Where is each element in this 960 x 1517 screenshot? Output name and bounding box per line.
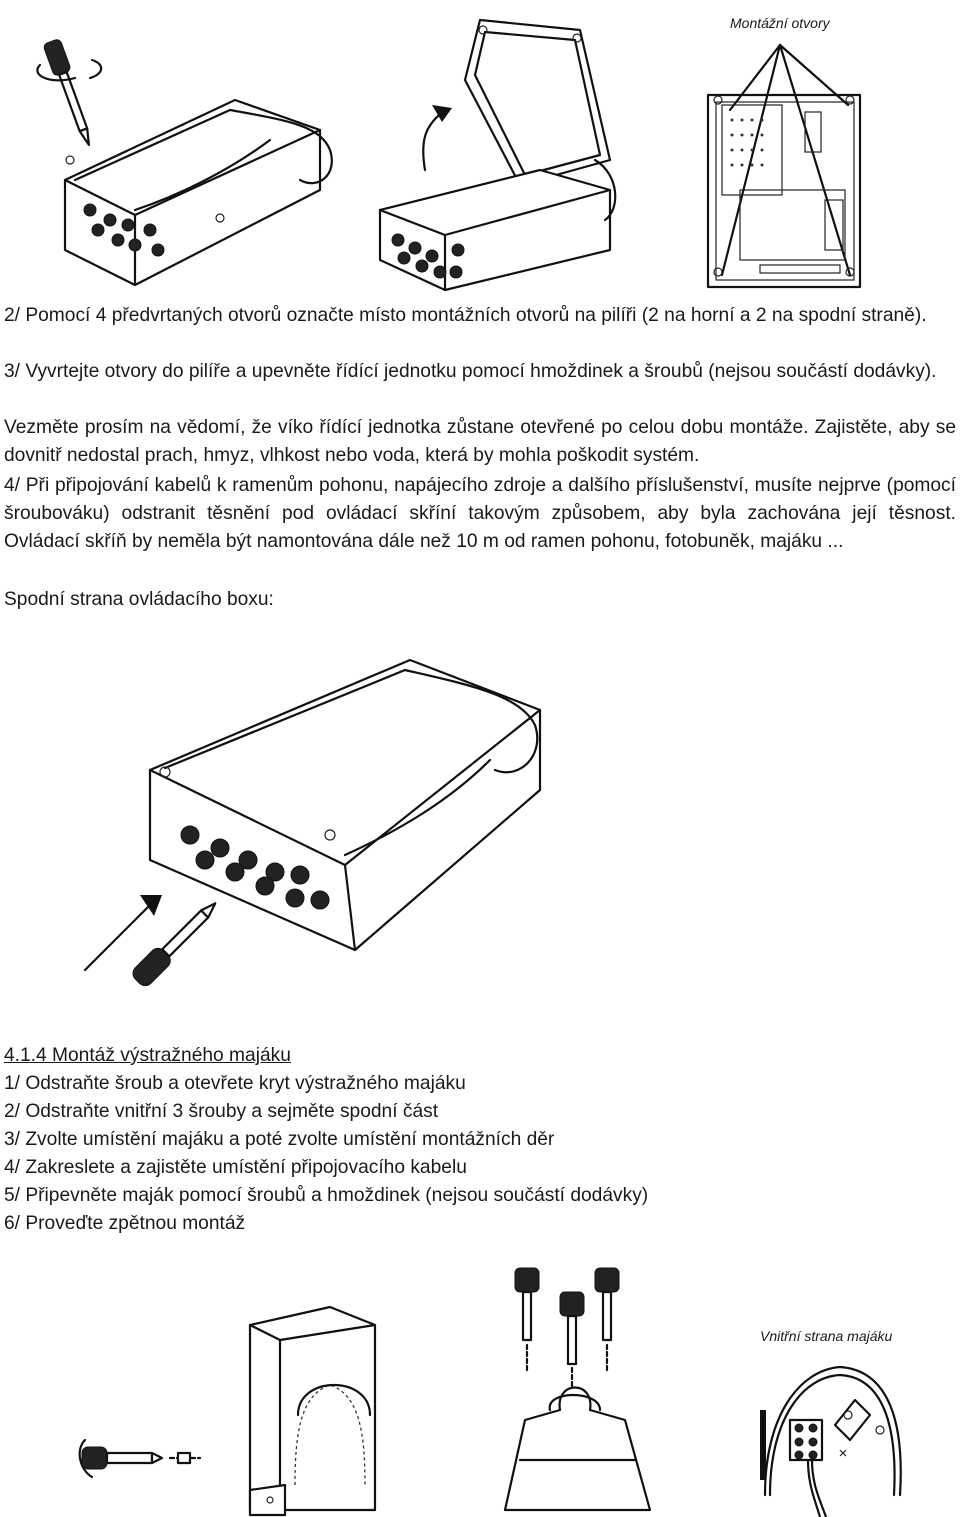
beacon-base-screws-illustration [500, 1260, 680, 1517]
box-bottom-seal-illustration [70, 650, 570, 1010]
step-3: 3/ Zvolte umístění majáku a poté zvolte umístění montážních děr [4, 1129, 555, 1150]
section-heading-text: 4.1.4 Montáž výstražného majáku [4, 1045, 291, 1066]
bottom-side-label: Spodní strana ovládacího boxu: [4, 589, 274, 610]
mounting-holes-caption: Montážní otvory [730, 15, 830, 31]
mounting-holes-panel-illustration [700, 40, 870, 290]
paragraph-step-3: 3/ Vyvrtejte otvory do pilíře a upevněte řídící jednotku pomocí hmoždinek a šroubů (nejsou součástí dodávky). [4, 361, 937, 382]
paragraph-step-2: 2/ Pomocí 4 předvrtaných otvorů označte místo montážních otvorů na pilíři (2 na horní a 2 na spodní straně). [4, 305, 927, 326]
beacon-cover-screw-illustration [70, 1305, 400, 1515]
closed-box-screwdriver-illustration [20, 30, 360, 300]
open-box-illustration [370, 10, 650, 300]
step-6: 6/ Proveďte zpětnou montáž [4, 1213, 246, 1234]
beacon-inside-illustration [760, 1355, 910, 1517]
paragraph-note: Vezměte prosím na vědomí, že víko řídící jednotka zůstane otevřené po celou dobu montáže. Zajistěte, aby se dovnitř nedostal prach, hmyz, vlhkost nebo voda, která by mohla poškodit systém. [4, 417, 956, 466]
section-heading [4, 1042, 291, 1070]
step-5: 5/ Připevněte maják pomocí šroubů a hmoždinek (nejsou součástí dodávky) [4, 1185, 649, 1206]
beacon-inside-caption: Vnitřní strana majáku [760, 1328, 893, 1344]
step-4: 4/ Zakreslete a zajistěte umístění připojovacího kabelu [4, 1157, 467, 1178]
paragraph-step-4: 4/ Při připojování kabelů k ramenům pohonu, napájecího zdroje a dalšího příslušenství, musíte nejprve (pomocí šroubováku) odstranit těsnění pod ovládací skříní takovým způsobem, aby byla zachována její těsnost. Ovládací skříň by neměla být namontována dále než 10 m od ramen pohonu, fotobuněk, majáku ... [4, 475, 956, 552]
step-2: 2/ Odstraňte vnitřní 3 šrouby a sejměte spodní část [4, 1101, 439, 1122]
step-1: 1/ Odstraňte šroub a otevřete kryt výstražného majáku [4, 1073, 466, 1094]
